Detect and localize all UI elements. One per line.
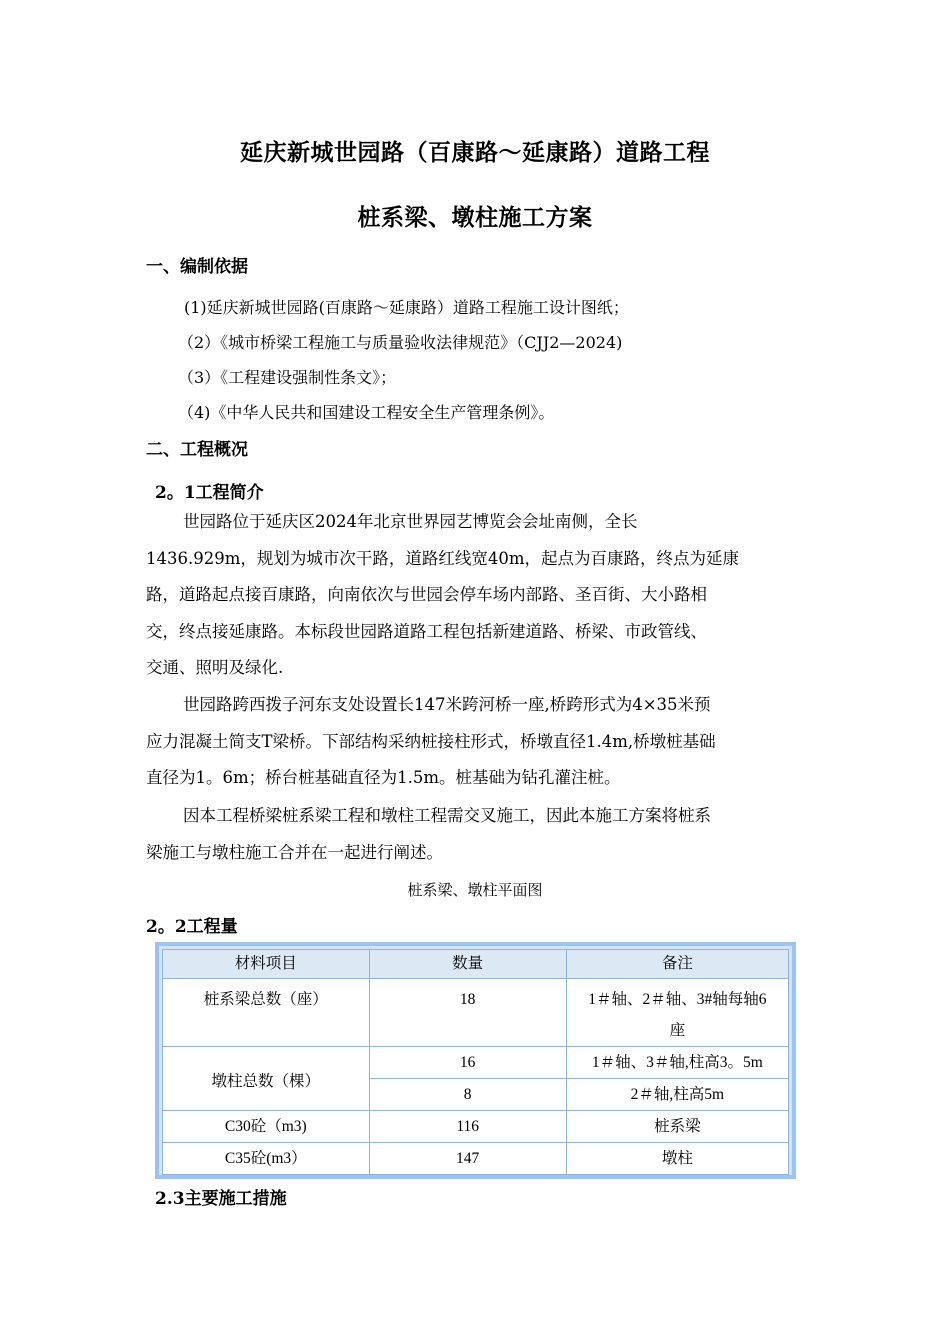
table-row (163, 1047, 789, 1079)
cell-item: C35砼(m3） (163, 1143, 370, 1175)
cell-note: 2＃轴,柱高5m (566, 1079, 788, 1111)
cell-quantity: 147 (369, 1143, 566, 1175)
paragraph-line: 梁施工与墩柱施工合并在一起进行阐述。 (146, 842, 443, 862)
paragraph-line: 直径为1。6m；桥台桩基础直径为1.5m。桩基础为钻孔灌注桩。 (146, 768, 621, 787)
subsection-heading-measures: 2.3主要施工措施 (155, 1189, 287, 1209)
paragraph-line: 世园路位于延庆区2024年北京世界园艺博览会会址南侧，全长 (183, 512, 638, 531)
cell-item: 桩系梁总数（座） (163, 979, 370, 1047)
paragraph-line: 交，终点接延康路。本标段世园路道路工程包括新建道路、桥梁、市政管线、 (146, 621, 707, 641)
cell-note: 桩系梁 (566, 1111, 788, 1143)
subsection-heading-intro: 2。1工程简介 (155, 483, 264, 503)
reference-item: （4)《中华人民共和国建设工程安全生产管理条例》。 (178, 403, 555, 422)
cell-note-line: 1＃轴、2＃轴、3#轴每轴6 (588, 991, 767, 1008)
figure-caption: 桩系梁、墩柱平面图 (407, 881, 543, 899)
section-heading-basis: 一、编制依据 (146, 257, 248, 277)
paragraph-bridge (146, 687, 811, 797)
paragraph-scope (146, 798, 811, 871)
paragraph-line: 1436.929m，规划为城市次干路，道路红线宽40m，起点为百康路，终点为延康 (146, 548, 740, 568)
cell-quantity: 8 (369, 1079, 566, 1111)
document-title: 延庆新城世园路（百康路～延康路）道路工程 (240, 139, 710, 166)
cell-note-line: 座 (669, 1022, 686, 1039)
paragraph-line: 应力混凝土简支T梁桥。下部结构采纳桩接柱形式，桥墩直径1.4m,桥墩桩基础 (146, 731, 716, 751)
quantities-table (162, 949, 789, 1175)
table-row (163, 1111, 789, 1143)
column-header-item: 材料项目 (163, 950, 370, 979)
column-header-note: 备注 (566, 950, 788, 979)
reference-item: (1)延庆新城世园路(百康路～延康路）道路工程施工设计图纸； (184, 298, 629, 317)
cell-quantity: 16 (369, 1047, 566, 1079)
column-header-quantity: 数量 (369, 950, 566, 979)
section-heading-overview: 二、工程概况 (146, 440, 248, 460)
subsection-heading-quantities: 2。2工程量 (146, 917, 238, 937)
cell-quantity: 116 (369, 1111, 566, 1143)
quantities-table-frame (155, 942, 796, 1179)
paragraph-line: 因本工程桥梁桩系梁工程和墩柱工程需交叉施工，因此本施工方案将桩系 (183, 806, 711, 825)
document-subtitle: 桩系梁、墩柱施工方案 (357, 204, 593, 231)
cell-note: 墩柱 (566, 1143, 788, 1175)
reference-item: （3）《工程建设强制性条文》； (178, 368, 397, 387)
cell-quantity: 18 (369, 979, 566, 1047)
reference-item: （2）《城市桥梁工程施工与质量验收法律规范》（CJJ2—2024) (178, 333, 623, 352)
cell-note (566, 979, 788, 1047)
table-row (163, 979, 789, 1047)
paragraph-line: 路，道路起点接百康路，向南依次与世园会停车场内部路、圣百街、大小路相 (146, 585, 707, 604)
paragraph-line: 世园路跨西拨子河东支处设置长147米跨河桥一座,桥跨形式为4×35米预 (183, 695, 711, 714)
paragraph-line: 交通、照明及绿化. (146, 658, 284, 677)
table-row (163, 1143, 789, 1175)
cell-item: C30砼（m3) (163, 1111, 370, 1143)
cell-item: 墩柱总数（棵） (163, 1047, 370, 1111)
cell-note: 1＃轴、3＃轴,柱高3。5m (566, 1047, 788, 1079)
paragraph-project-intro (146, 504, 811, 687)
table-header-row (163, 950, 789, 979)
